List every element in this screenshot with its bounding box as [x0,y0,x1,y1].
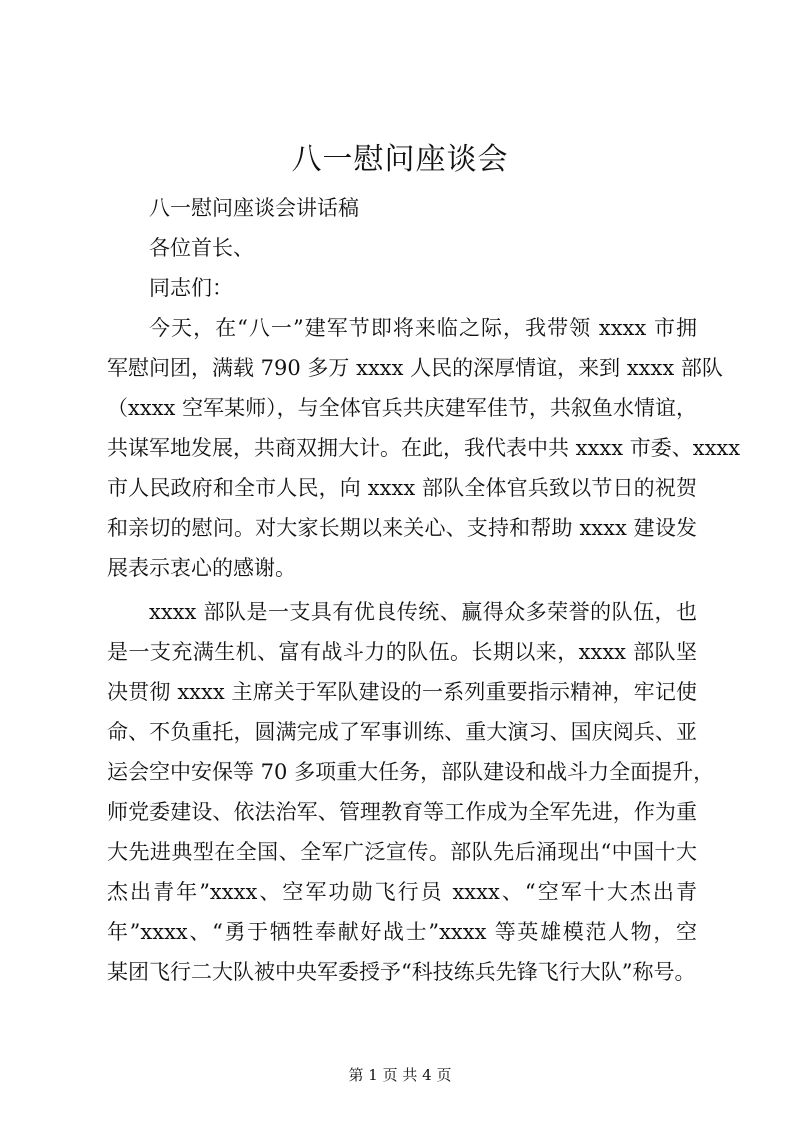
document-title: 八一慰问座谈会 [291,142,509,177]
paragraph-line: 师党委建设、依法治军、管理教育等工作成为全军先进，作为重 [107,800,697,824]
paragraph-line: 某团飞行二大队被中央军委授予“科技练兵先锋飞行大队”称号。 [107,960,696,984]
paragraph-line: 共谋军地发展，共商双拥大计。在此，我代表中共 xxxx 市委、xxxx [107,436,741,460]
paragraph-line: （xxxx 空军某师），与全体官兵共庆建军佳节，共叙鱼水情谊， [107,396,697,420]
page-footer: 第 1 页 共 4 页 [348,1066,452,1084]
salutation-line: 各位首长、 [149,236,254,260]
paragraph-line: 决贯彻 xxxx 主席关于军队建设的一系列重要指示精神，牢记使 [107,680,697,704]
paragraph-line: 军慰问团，满载 790 多万 xxxx 人民的深厚情谊，来到 xxxx 部队 [107,356,723,380]
document-subtitle: 八一慰问座谈会讲话稿 [149,196,359,220]
paragraph-line: 命、不负重托，圆满完成了军事训练、重大演习、国庆阅兵、亚 [107,720,697,744]
paragraph-line: 市人民政府和全市人民，向 xxxx 部队全体官兵致以节日的祝贺 [107,476,697,500]
paragraph-line: 杰出青年”xxxx、空军功勋飞行员 xxxx、“空军十大杰出青 [107,880,697,904]
paragraph-line: 大先进典型在全国、全军广泛宣传。部队先后涌现出“中国十大 [107,840,697,864]
paragraph-line: 是一支充满生机、富有战斗力的队伍。长期以来，xxxx 部队坚 [107,640,697,664]
paragraph-line: 展表示衷心的感谢。 [107,556,296,580]
paragraph-line: 今天，在“八一”建军节即将来临之际，我带领 xxxx 市拥 [149,316,697,340]
paragraph-line: xxxx 部队是一支具有优良传统、赢得众多荣誉的队伍，也 [149,600,697,624]
paragraph-line: 运会空中安保等 70 多项重大任务，部队建设和战斗力全面提升， [107,760,715,784]
paragraph-line: 和亲切的慰问。对大家长期以来关心、支持和帮助 xxxx 建设发 [107,516,697,540]
paragraph-line: 年”xxxx、“勇于牺牲奉献好战士”xxxx 等英雄模范人物，空 [107,920,697,944]
salutation-line: 同志们： [149,276,233,300]
